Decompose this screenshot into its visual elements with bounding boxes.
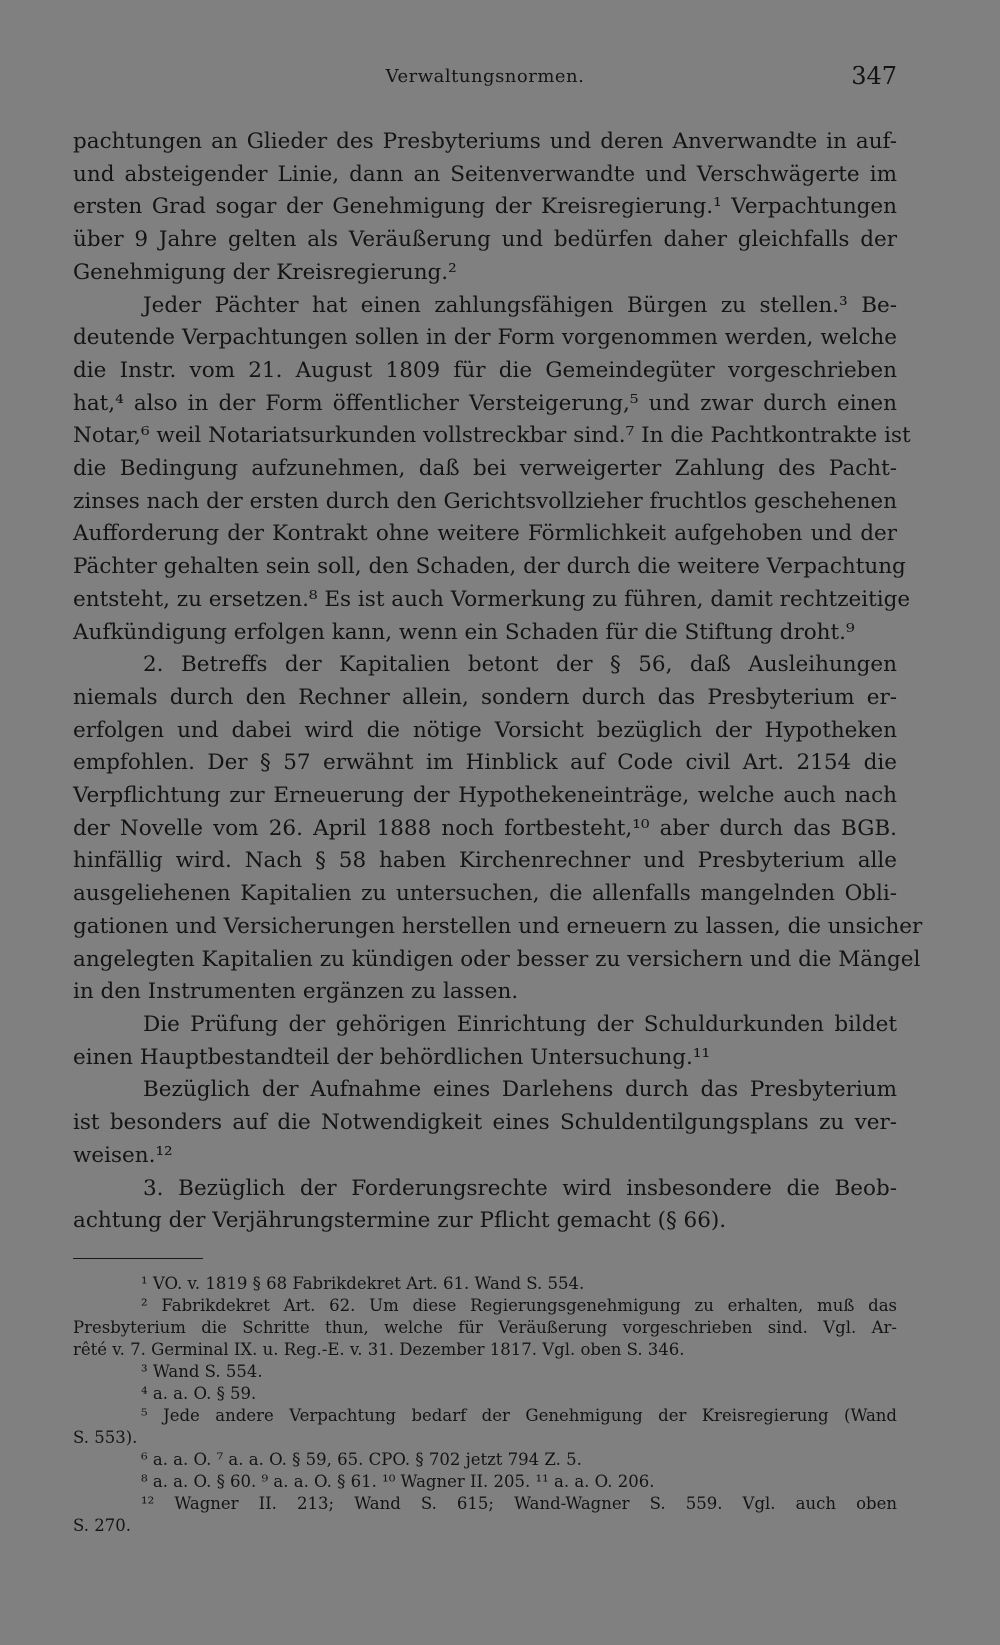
text-line: Genehmigung der Kreisregierung.²	[73, 259, 457, 285]
footnote-line: ² Fabrikdekret Art. 62. Um diese Regierungsgenehmigung zu erhalten, muß das	[141, 1295, 897, 1315]
text-line: die Instr. vom 21. August 1809 für die Gemeindegüter vorgeschrieben	[73, 357, 897, 383]
text-line: weisen.¹²	[73, 1142, 173, 1168]
text-line: 3. Bezüglich der Forderungsrechte wird insbesondere die Beob-	[143, 1175, 897, 1201]
text-line: Pächter gehalten sein soll, den Schaden, der durch die weitere Verpachtung	[73, 554, 906, 580]
footnote-divider	[73, 1258, 203, 1259]
text-line: ersten Grad sogar der Genehmigung der Kreisregierung.¹ Verpachtungen	[73, 194, 897, 220]
footnote-line: ¹ VO. v. 1819 § 68 Fabrikdekret Art. 61. Wand S. 554.	[141, 1273, 585, 1293]
footnote-line: Presbyterium die Schritte thun, welche für Veräußerung vorgeschrieben sind. Vgl. Ar-	[73, 1317, 897, 1337]
text-line: 2. Betreffs der Kapitalien betont der § 56, daß Ausleihungen	[143, 652, 897, 678]
footnote-line: rêté v. 7. Germinal IX. u. Reg.-E. v. 31. Dezember 1817. Vgl. oben S. 346.	[73, 1339, 685, 1359]
text-line: Notar,⁶ weil Notariatsurkunden vollstreckbar sind.⁷ In die Pachtkontrakte ist	[73, 423, 911, 449]
page-number: 347	[851, 62, 897, 90]
text-line: Verpflichtung zur Erneuerung der Hypothekeneinträge, welche auch nach	[73, 783, 897, 809]
footnote-line: ⁴ a. a. O. § 59.	[141, 1383, 257, 1403]
text-line: über 9 Jahre gelten als Veräußerung und bedürfen daher gleichfalls der	[73, 227, 897, 253]
footnote-line: S. 553).	[73, 1427, 138, 1447]
page-header	[73, 62, 897, 102]
footnote-line: ³ Wand S. 554.	[141, 1361, 263, 1381]
text-line: pachtungen an Glieder des Presbyteriums und deren Anverwandte in auf-	[73, 129, 897, 154]
text-line: hat,⁴ also in der Form öffentlicher Versteigerung,⁵ und zwar durch einen	[73, 390, 897, 416]
footnote-line: ⁵ Jede andere Verpachtung bedarf der Genehmigung der Kreisregierung (Wand	[141, 1405, 897, 1425]
footnote-line: ⁸ a. a. O. § 60. ⁹ a. a. O. § 61. ¹⁰ Wagner II. 205. ¹¹ a. a. O. 206.	[141, 1471, 655, 1491]
running-title: Verwaltungsnormen.	[385, 66, 585, 87]
text-line: achtung der Verjährungstermine zur Pflicht gemacht (§ 66).	[73, 1208, 727, 1234]
footnote-line: ¹² Wagner II. 213; Wand S. 615; Wand-Wagner S. 559. Vgl. auch oben	[141, 1493, 897, 1513]
footnote-line: S. 270.	[73, 1515, 131, 1535]
text-line: Aufforderung der Kontrakt ohne weitere Förmlichkeit aufgehoben und der	[73, 521, 897, 547]
text-line: Aufkündigung erfolgen kann, wenn ein Schaden für die Stiftung droht.⁹	[73, 619, 855, 645]
footnote-line: ⁶ a. a. O. ⁷ a. a. O. § 59, 65. CPO. § 702 jetzt 794 Z. 5.	[141, 1449, 582, 1469]
text-line: und absteigender Linie, dann an Seitenverwandte und Verschwägerte im	[73, 161, 897, 187]
footnotes	[73, 1273, 897, 1537]
text-line: erfolgen und dabei wird die nötige Vorsicht bezüglich der Hypotheken	[73, 717, 897, 743]
text-line: hinfällig wird. Nach § 58 haben Kirchenrechner und Presbyterium alle	[73, 848, 897, 874]
body-text	[73, 126, 923, 1238]
text-line: Jeder Pächter hat einen zahlungsfähigen Bürgen zu stellen.³ Be-	[143, 292, 897, 318]
text-line: deutende Verpachtungen sollen in der Form vorgenommen werden, welche	[73, 325, 897, 351]
text-line: einen Hauptbestandteil der behördlichen Untersuchung.¹¹	[73, 1044, 711, 1070]
text-line: die Bedingung aufzunehmen, daß bei verweigerter Zahlung des Pacht-	[73, 456, 897, 482]
text-line: Die Prüfung der gehörigen Einrichtung der Schuldurkunden bildet	[143, 1011, 897, 1037]
text-line: entsteht, zu ersetzen.⁸ Es ist auch Vormerkung zu führen, damit rechtzeitige	[73, 586, 911, 612]
text-line: empfohlen. Der § 57 erwähnt im Hinblick auf Code civil Art. 2154 die	[73, 750, 897, 776]
text-line: Bezüglich der Aufnahme eines Darlehens durch das Presbyterium	[143, 1077, 897, 1103]
text-line: ist besonders auf die Notwendigkeit eines Schuldentilgungsplans zu ver-	[73, 1110, 897, 1136]
text-line: in den Instrumenten ergänzen zu lassen.	[73, 979, 519, 1005]
text-line: gationen und Versicherungen herstellen und erneuern zu lassen, die unsicher	[73, 913, 923, 939]
text-line: der Novelle vom 26. April 1888 noch fortbesteht,¹⁰ aber durch das BGB.	[73, 815, 897, 841]
text-line: zinses nach der ersten durch den Gerichtsvollzieher fruchtlos geschehenen	[73, 488, 898, 514]
text-line: niemals durch den Rechner allein, sondern durch das Presbyterium er-	[73, 684, 897, 710]
text-line: ausgeliehenen Kapitalien zu untersuchen, die allenfalls mangelnden Obli-	[73, 881, 897, 907]
text-line: angelegten Kapitalien zu kündigen oder besser zu versichern und die Mängel	[73, 946, 921, 972]
